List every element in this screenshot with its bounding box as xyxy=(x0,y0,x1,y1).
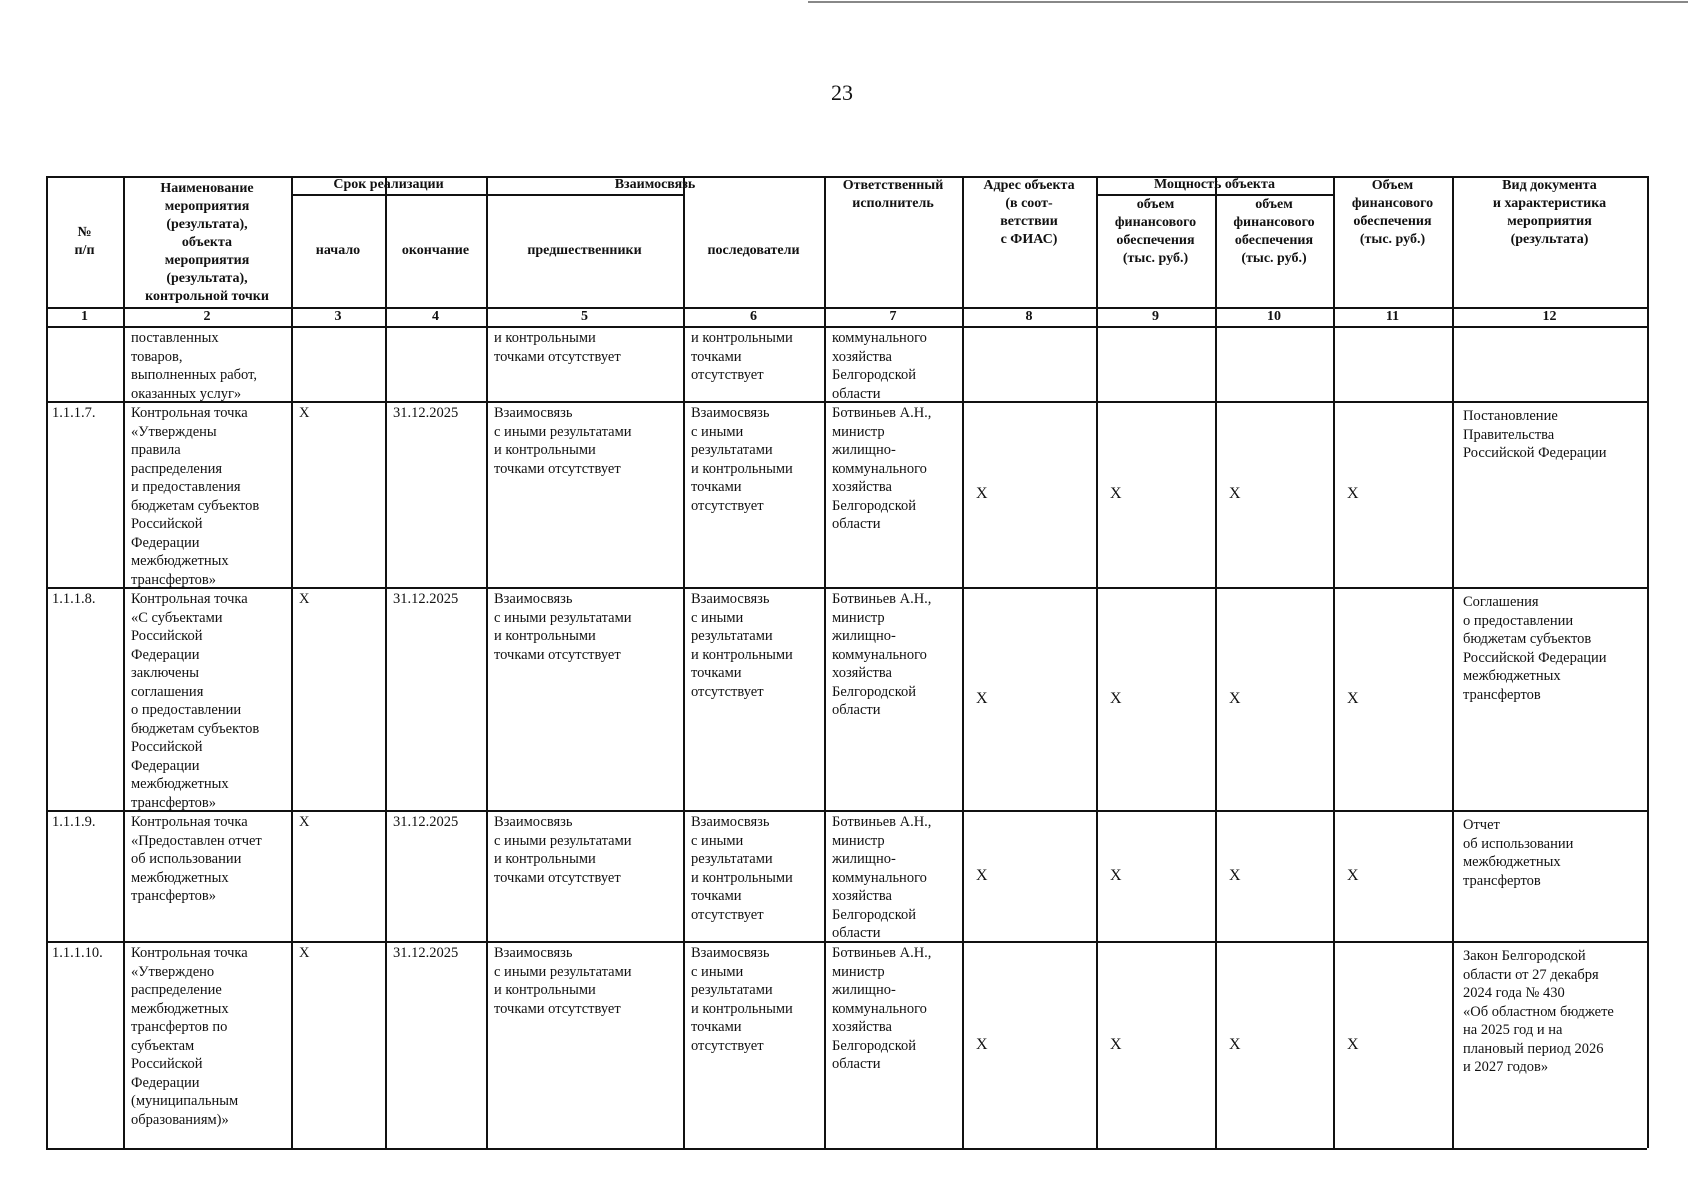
row-number: 1.1.1.9. xyxy=(52,814,96,830)
row-capacity-a: X xyxy=(1110,690,1122,707)
row-predecessors: Взаимосвязь с иными результатами и контрольными точками отсутствует xyxy=(494,405,632,477)
header-number: № п/п xyxy=(74,224,95,258)
row-executor: Ботвиньев А.Н., министр жилищно- коммунального хозяйства Белгородской области xyxy=(832,405,932,532)
header-address: Адрес объекта (в соот- ветствии с ФИАС) xyxy=(983,178,1075,247)
row-end: 31.12.2025 xyxy=(393,405,459,421)
row-executor: Ботвиньев А.Н., министр жилищно- коммунального хозяйства Белгородской области xyxy=(832,591,932,718)
row-end: 31.12.2025 xyxy=(393,945,459,961)
row-capacity-a: X xyxy=(1110,485,1122,502)
row-capacity-b: X xyxy=(1229,1036,1241,1053)
header-name: Наименование мероприятия (результата), объекта мероприятия (результата), контрольной точки xyxy=(145,180,269,304)
row-predecessors: Взаимосвязь с иными результатами и контрольными точками отсутствует xyxy=(494,945,632,1017)
column-number: 5 xyxy=(581,309,588,324)
row-name: Контрольная точка «Предоставлен отчет об использовании межбюджетных трансфертов» xyxy=(131,814,262,904)
header-end: окончание xyxy=(401,242,470,258)
header-successors: последователи xyxy=(707,242,800,258)
header-relation: Взаимосвязь xyxy=(614,177,696,192)
column-number: 9 xyxy=(1152,309,1159,324)
row-successors: Взаимосвязь с иными результатами и контрольными точками отсутствует xyxy=(691,591,793,700)
row-funding: X xyxy=(1347,1036,1359,1053)
continuation-successors: и контрольными точками отсутствует xyxy=(691,330,793,383)
header-capacity-a: объем финансового обеспечения (тыс. руб.) xyxy=(1114,197,1197,266)
row-executor: Ботвиньев А.Н., министр жилищно- коммунального хозяйства Белгородской области xyxy=(832,814,932,941)
row-start: X xyxy=(299,591,310,607)
row-number: 1.1.1.10. xyxy=(52,945,103,961)
row-address: X xyxy=(976,485,988,502)
row-capacity-a: X xyxy=(1110,1036,1122,1053)
column-number: 2 xyxy=(203,309,211,324)
column-number: 10 xyxy=(1267,309,1281,324)
row-capacity-b: X xyxy=(1229,485,1241,502)
row-capacity-b: X xyxy=(1229,690,1241,707)
row-address: X xyxy=(976,1036,988,1053)
row-funding: X xyxy=(1347,485,1359,502)
row-funding: X xyxy=(1347,867,1359,884)
row-address: X xyxy=(976,867,988,884)
table-column-border xyxy=(1647,176,1649,1148)
continuation-predecessors: и контрольными точками отсутствует xyxy=(494,330,621,365)
header-start: начало xyxy=(315,242,361,258)
row-predecessors: Взаимосвязь с иными результатами и контрольными точками отсутствует xyxy=(494,591,632,663)
row-capacity-a: X xyxy=(1110,867,1122,884)
row-doctype: Постановление Правительства Российской Федерации xyxy=(1463,408,1607,461)
row-predecessors: Взаимосвязь с иными результатами и контрольными точками отсутствует xyxy=(494,814,632,886)
header-period: Срок реализации xyxy=(333,177,444,192)
column-number: 3 xyxy=(334,309,342,324)
row-start: X xyxy=(299,945,310,961)
row-successors: Взаимосвязь с иными результатами и контрольными точками отсутствует xyxy=(691,945,793,1054)
row-doctype: Закон Белгородской области от 27 декабря 2024 года № 430 «Об областном бюджете на 2025 год и на плановый период 2026 и 2027 годов» xyxy=(1463,948,1614,1075)
row-number: 1.1.1.7. xyxy=(52,405,96,421)
header-executor: Ответственный исполнитель xyxy=(842,178,944,211)
row-address: X xyxy=(976,690,988,707)
row-name: Контрольная точка «С субъектами Российской Федерации заключены соглашения о предоставлении бюджетам субъектов Российской Федерации межбюджетных трансфертов» xyxy=(131,591,260,811)
row-capacity-b: X xyxy=(1229,867,1241,884)
header-predecessors: предшественники xyxy=(527,242,642,258)
row-doctype: Отчет об использовании межбюджетных трансфертов xyxy=(1463,817,1574,889)
column-number: 8 xyxy=(1025,309,1033,324)
continuation-name: поставленных товаров, выполненных работ, оказанных услуг» xyxy=(131,330,257,402)
table-row-border xyxy=(46,326,1647,328)
column-number: 6 xyxy=(750,309,757,324)
row-start: X xyxy=(299,405,310,421)
row-end: 31.12.2025 xyxy=(393,591,459,607)
column-number: 7 xyxy=(889,309,897,324)
row-start: X xyxy=(299,814,310,830)
table-row-border xyxy=(46,1148,1647,1150)
row-successors: Взаимосвязь с иными результатами и контрольными точками отсутствует xyxy=(691,405,793,514)
header-doctype: Вид документа и характеристика мероприятия (результата) xyxy=(1492,178,1607,247)
column-number: 1 xyxy=(81,309,88,324)
header-funding: Объем финансового обеспечения (тыс. руб.) xyxy=(1351,178,1434,247)
row-funding: X xyxy=(1347,690,1359,707)
header-capacity: Мощность объекта xyxy=(1153,177,1276,192)
page-number: 23 xyxy=(831,80,853,105)
row-executor: Ботвиньев А.Н., министр жилищно- коммунального хозяйства Белгородской области xyxy=(832,945,932,1072)
header-capacity-b: объем финансового обеспечения (тыс. руб.) xyxy=(1233,197,1315,266)
row-end: 31.12.2025 xyxy=(393,814,459,830)
row-doctype: Соглашения о предоставлении бюджетам субъектов Российской Федерации межбюджетных трансфертов xyxy=(1463,594,1607,703)
column-number: 11 xyxy=(1385,309,1400,324)
row-name: Контрольная точка «Утверждены правила распределения и предоставления бюджетам субъектов Российской Федерации межбюджетных трансфертов» xyxy=(131,405,260,588)
continuation-executor: коммунального хозяйства Белгородской области xyxy=(832,330,927,402)
column-number: 4 xyxy=(432,309,439,324)
row-successors: Взаимосвязь с иными результатами и контрольными точками отсутствует xyxy=(691,814,793,923)
row-number: 1.1.1.8. xyxy=(52,591,96,607)
column-number: 12 xyxy=(1542,309,1557,324)
row-name: Контрольная точка «Утверждено распределение межбюджетных трансфертов по субъектам Российской Федерации (муниципальным образованиям)» xyxy=(131,945,248,1128)
